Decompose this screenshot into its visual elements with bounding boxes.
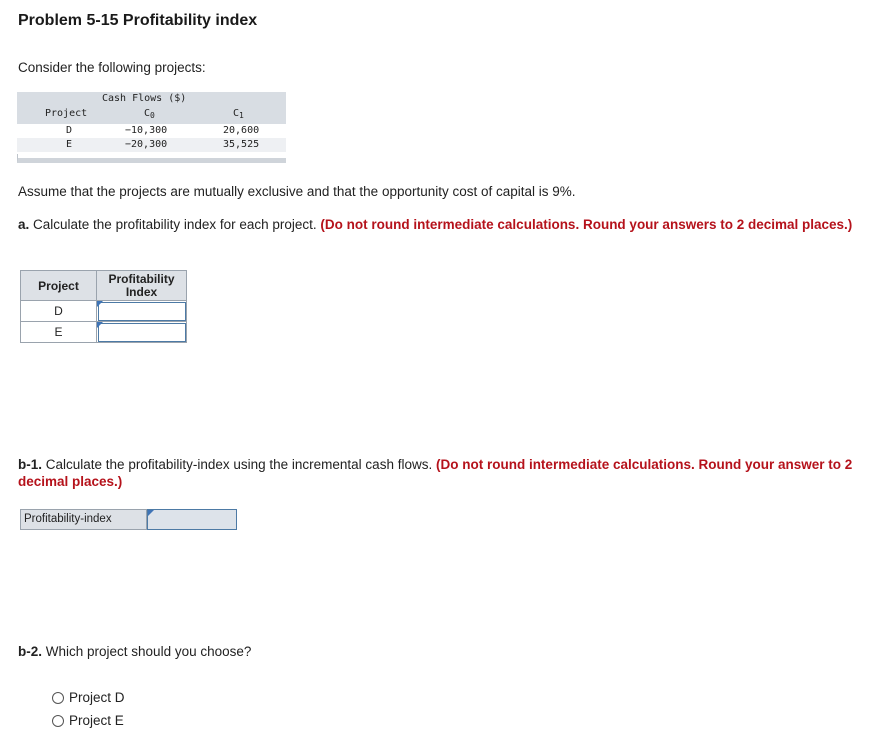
c0-cell: −20,300 bbox=[125, 139, 168, 150]
assumption-text: Assume that the projects are mutually exclusive and that the opportunity cost of capital is 9%. bbox=[18, 184, 576, 199]
profitability-index-table bbox=[20, 270, 187, 343]
cash-flows-group-header: Cash Flows ($) bbox=[102, 93, 187, 104]
radio-button[interactable] bbox=[52, 692, 64, 704]
question-b2 bbox=[18, 643, 868, 660]
question-b1-label: b-1. bbox=[18, 457, 43, 472]
question-b2-text: Which project should you choose? bbox=[42, 644, 252, 659]
option-label: Project E bbox=[69, 713, 124, 728]
c0-cell: −10,300 bbox=[125, 125, 168, 136]
table-row bbox=[21, 301, 187, 322]
table-row bbox=[17, 124, 286, 138]
c1-cell: 20,600 bbox=[223, 125, 260, 136]
question-b1-instruction: (Do not round intermediate calculations. Round your answer to 2 decimal places.) bbox=[18, 457, 853, 489]
project-d-label: D bbox=[21, 301, 97, 322]
project-cell: E bbox=[66, 139, 73, 150]
question-a bbox=[18, 216, 868, 233]
table-row bbox=[17, 138, 286, 152]
option-project-d[interactable] bbox=[52, 690, 125, 705]
pi-e-input[interactable] bbox=[98, 323, 186, 342]
intro-text: Consider the following projects: bbox=[18, 60, 206, 75]
incremental-pi-field bbox=[20, 509, 237, 530]
flag-icon bbox=[148, 510, 154, 516]
pi-e-cell bbox=[97, 322, 187, 343]
table-row bbox=[21, 322, 187, 343]
project-e-label: E bbox=[21, 322, 97, 343]
c1-cell: 35,525 bbox=[223, 139, 260, 150]
question-b1-text: Calculate the profitability-index using the incremental cash flows. bbox=[42, 457, 436, 472]
question-b2-label: b-2. bbox=[18, 644, 43, 659]
table-footer-bar bbox=[17, 154, 286, 163]
cash-flow-table bbox=[17, 92, 286, 163]
column-header-profitability-index bbox=[97, 271, 187, 301]
flag-icon bbox=[97, 322, 103, 328]
question-a-label: a. bbox=[18, 217, 30, 232]
flag-icon bbox=[97, 301, 103, 307]
cash-flow-table-header bbox=[17, 92, 286, 124]
pi-d-input[interactable] bbox=[98, 302, 186, 321]
question-a-instruction: (Do not round intermediate calculations. Round your answers to 2 decimal places.) bbox=[320, 217, 853, 232]
radio-button[interactable] bbox=[52, 715, 64, 727]
question-a-text: Calculate the profitability index for each project. bbox=[29, 217, 321, 232]
incremental-pi-label: Profitability-index bbox=[20, 509, 147, 530]
column-header-line1: Profitability bbox=[108, 271, 175, 286]
column-header-c1: $C_1$ bbox=[233, 108, 244, 120]
pi-d-cell bbox=[97, 301, 187, 322]
column-header-project: Project bbox=[45, 108, 88, 119]
question-b1 bbox=[18, 456, 868, 490]
incremental-pi-input[interactable] bbox=[147, 509, 237, 530]
column-header-c0: $C_0$ bbox=[144, 108, 155, 120]
page-title: Problem 5-15 Profitability index bbox=[18, 12, 258, 29]
column-header-project: Project bbox=[21, 271, 97, 301]
option-label: Project D bbox=[69, 690, 125, 705]
option-project-e[interactable] bbox=[52, 713, 124, 728]
project-cell: D bbox=[66, 125, 73, 136]
column-header-line2: Index bbox=[125, 284, 158, 299]
